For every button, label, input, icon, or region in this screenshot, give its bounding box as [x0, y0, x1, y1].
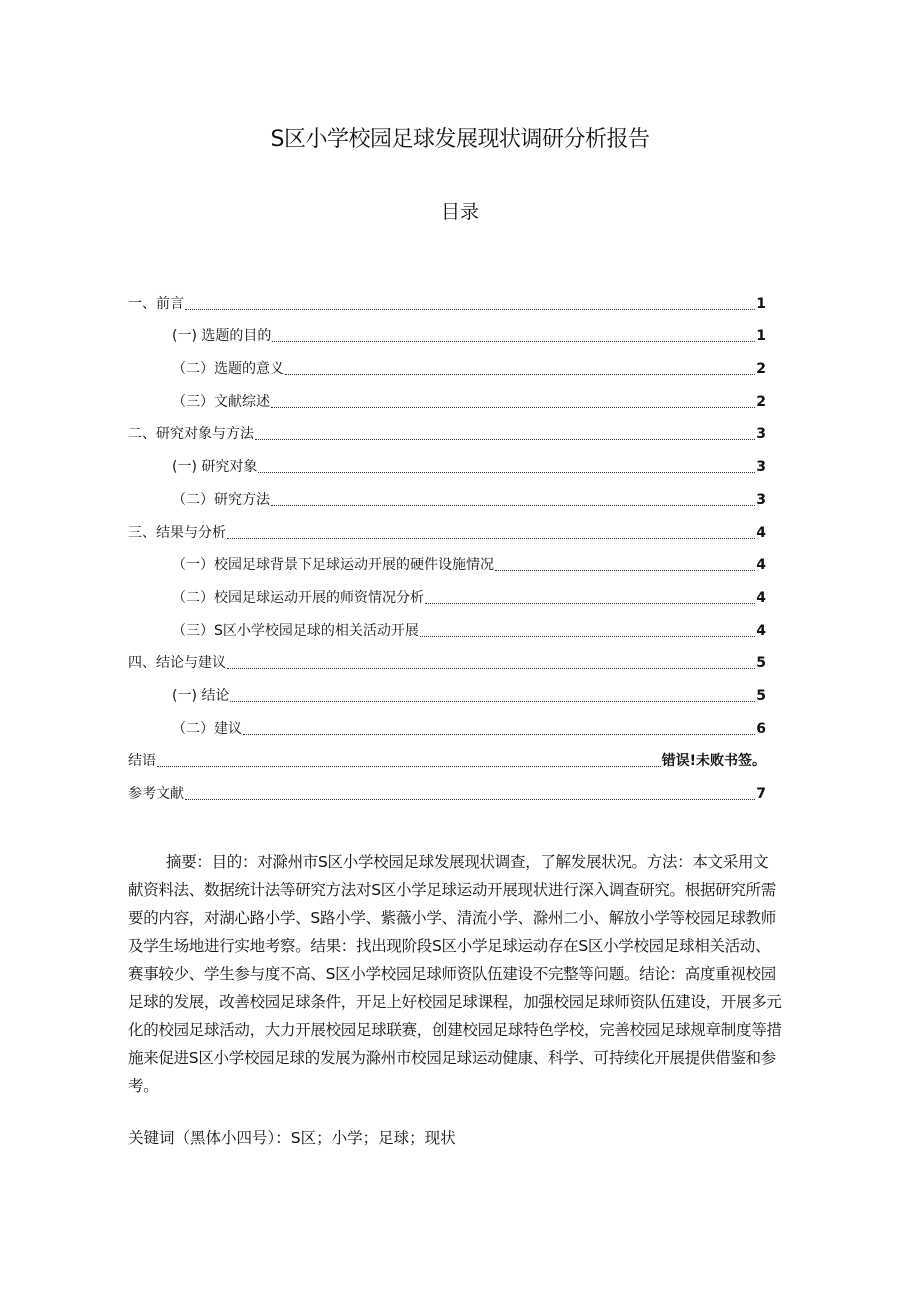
- toc-entry-page: 2: [756, 393, 766, 410]
- toc-entry[interactable]: [128, 348, 766, 381]
- toc-entry[interactable]: [128, 545, 766, 578]
- keywords: 关键词（黑体小四号）：S区；小学；足球；现状: [128, 1129, 456, 1147]
- toc-leader-dots: [271, 505, 755, 506]
- abstract-line: 摘要：目的：对滁州市S区小学校园足球发展现状调查，了解发展状况。方法：本文采用文: [166, 853, 769, 871]
- toc-entry[interactable]: [128, 643, 766, 676]
- toc-entry-label: 一、前言: [128, 295, 184, 312]
- toc-leader-dots: [185, 799, 755, 800]
- abstract-line: 要的内容，对湖心路小学、S路小学、紫薇小学、清流小学、滁州二小、解放小学等校园足球教师: [128, 909, 776, 927]
- toc-entry-label: （二）选题的意义: [172, 361, 284, 378]
- toc-heading: 目录: [440, 201, 479, 223]
- toc-entry-page: 6: [756, 720, 766, 737]
- toc-leader-dots: [243, 734, 755, 735]
- toc-leader-dots: [185, 309, 755, 310]
- toc-entry[interactable]: [128, 610, 766, 643]
- toc-entry-label: （二）建议: [172, 720, 242, 737]
- toc-entry[interactable]: [128, 708, 766, 741]
- toc-entry[interactable]: [128, 446, 766, 479]
- abstract-line: 施来促进S区小学校园足球的发展为滁州市校园足球运动健康、科学、可持续化开展提供借鉴和参: [128, 1049, 776, 1067]
- toc-entry-label: （二）研究方法: [172, 491, 270, 508]
- toc-entry-page: 3: [756, 491, 766, 508]
- toc-entry-page: 4: [756, 557, 766, 574]
- abstract-line: 考。: [128, 1077, 159, 1095]
- toc-entry[interactable]: [128, 479, 766, 512]
- toc-entry[interactable]: [128, 316, 766, 349]
- toc-entry[interactable]: [128, 414, 766, 447]
- toc-leader-dots: [495, 570, 755, 571]
- abstract-line: 及学生场地进行实地考察。结果：找出现阶段S区小学足球运动存在S区小学校园足球相关活动、: [128, 937, 771, 955]
- toc-entry[interactable]: [128, 675, 766, 708]
- toc-entry-label: （三）文献综述: [172, 393, 270, 410]
- toc-entry-label: 结语: [128, 753, 156, 770]
- toc-entry-page: 4: [756, 524, 766, 541]
- toc-entry-label: (一) 结论: [172, 687, 230, 704]
- toc-entry-label: 四、结论与建议: [128, 655, 226, 672]
- abstract: [128, 848, 788, 1100]
- toc-leader-dots: [230, 701, 755, 702]
- toc-leader-dots: [255, 439, 755, 440]
- toc-entry-page: 1: [756, 295, 766, 312]
- toc-entry-page: 4: [756, 589, 766, 606]
- toc-entry-label: （二）校园足球运动开展的师资情况分析: [172, 589, 424, 606]
- toc-entry[interactable]: [128, 283, 766, 316]
- toc-leader-dots: [425, 603, 755, 604]
- toc-entry-page: 3: [756, 426, 766, 443]
- toc-leader-dots: [285, 374, 755, 375]
- toc-entry-page: 1: [756, 328, 766, 345]
- toc-leader-dots: [157, 766, 661, 767]
- document-title: S区小学校园足球发展现状调研分析报告: [270, 127, 650, 152]
- toc-leader-dots: [227, 668, 755, 669]
- table-of-contents: [128, 283, 766, 806]
- toc-entry[interactable]: [128, 773, 766, 806]
- toc-entry[interactable]: [128, 381, 766, 414]
- toc-leader-dots: [258, 472, 755, 473]
- toc-entry-label: (一) 选题的目的: [172, 328, 272, 345]
- toc-entry-page: 5: [756, 687, 766, 704]
- toc-leader-dots: [271, 407, 755, 408]
- toc-entry-page: 3: [756, 459, 766, 476]
- toc-entry[interactable]: [128, 741, 766, 774]
- abstract-line: 献资料法、数据统计法等研究方法对S区小学足球运动开展现状进行深入调查研究。根据研究所需: [128, 881, 776, 899]
- toc-entry[interactable]: [128, 512, 766, 545]
- toc-entry-label: （三）S区小学校园足球的相关活动开展: [172, 622, 419, 639]
- abstract-line: 足球的发展，改善校园足球条件，开足上好校园足球课程，加强校园足球师资队伍建设，开展多元: [128, 993, 782, 1011]
- toc-entry-page: 错误!未败书签。: [661, 753, 766, 770]
- abstract-line: 赛事较少、学生参与度不高、S区小学校园足球师资队伍建设不完整等问题。结论：高度重视校园: [128, 965, 776, 983]
- toc-entry-label: 三、结果与分析: [128, 524, 226, 541]
- toc-leader-dots: [420, 636, 755, 637]
- toc-leader-dots: [227, 538, 755, 539]
- toc-entry-label: 参考文献: [128, 786, 184, 802]
- abstract-line: 化的校园足球活动，大力开展校园足球联赛，创建校园足球特色学校，完善校园足球规章制度等措: [128, 1021, 782, 1039]
- toc-entry-label: （一）校园足球背景下足球运动开展的硬件设施情况: [172, 557, 494, 574]
- toc-entry-page: 4: [756, 622, 766, 639]
- toc-entry-page: 2: [756, 361, 766, 378]
- toc-entry-page: 5: [756, 655, 766, 672]
- toc-entry-label: 二、研究对象与方法: [128, 426, 254, 443]
- toc-entry-page: 7: [756, 786, 766, 802]
- toc-entry-label: (一) 研究对象: [172, 459, 258, 476]
- toc-entry[interactable]: [128, 577, 766, 610]
- toc-leader-dots: [272, 341, 755, 342]
